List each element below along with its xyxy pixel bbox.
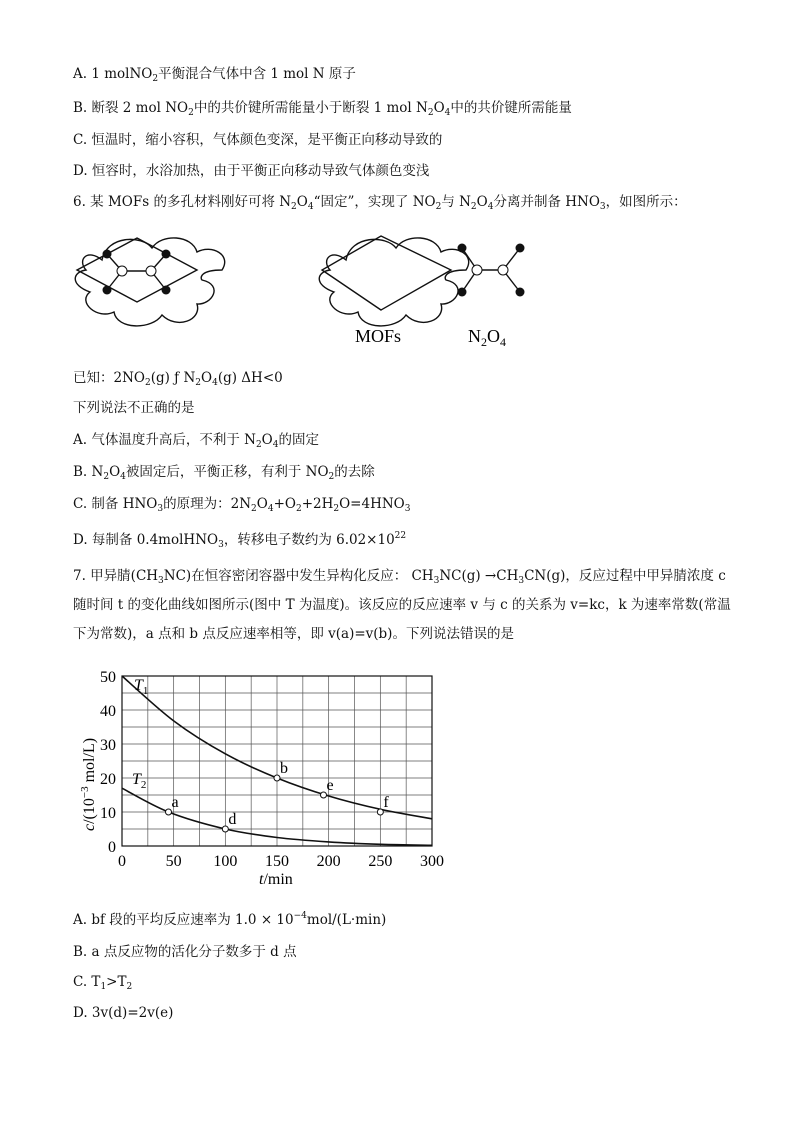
x-tick-label: 150: [265, 853, 289, 870]
mofs-label: MOFs: [355, 326, 402, 346]
cloud-outline-left: [75, 238, 224, 326]
q6-stem: 6. 某 MOFs 的多孔材料刚好可将 $N_2O_4“$固定”，实现了 $NO_2$与 $N_2O_4$分离并制备 $HNO_3$，如图所示：: [73, 194, 687, 212]
q5-option-a: A. 1 molNO$_2$平衡混合气体中含 1 mol N 原子: [73, 66, 356, 84]
point-label-d: d: [228, 811, 237, 828]
x-tick-label: 300: [420, 853, 444, 870]
x-axis-label: t/min: [259, 871, 293, 888]
q6-ask: 下列说法不正确的是: [73, 400, 195, 416]
empty-mof-diagram: [319, 236, 468, 326]
point-label-a: a: [171, 794, 179, 811]
x-tick-label: 100: [213, 853, 238, 870]
y-tick-label: 20: [100, 771, 116, 788]
mofs-figure: [72, 220, 532, 350]
diamond-left: [77, 238, 197, 302]
q7-option-b: B. a 点反应物的活化分子数多于 d 点: [73, 944, 297, 960]
point-label-f: f: [383, 794, 389, 811]
q5-option-c: C. 恒温时，缩小容积，气体颜色变深，是平衡正向移动导致的: [73, 132, 443, 148]
q5-option-d: D. 恒容时，水浴加热，由于平衡正向移动导致气体颜色变浅: [73, 163, 430, 179]
q6-option-d: D. 每制备 0.4molHNO$_3$，转移电子数约为 $6.02\times 10^{22}$: [73, 531, 407, 550]
x-tick-label: 200: [316, 853, 341, 870]
series-label-t1: $T_1$: [134, 677, 149, 697]
y-tick-label: 40: [100, 703, 116, 720]
q5-option-b: B. 断裂 2 mol $NO_2$中的共价键所需能量小于断裂 1 mol $N_2O_4$中的共价键所需能量: [73, 100, 572, 118]
point-label-b: b: [280, 760, 288, 777]
q6-known: 已知：$2NO_2(g)$ ƒ $N_2O_4(g)$ ΔH<0: [73, 370, 283, 388]
point-label-e: e: [326, 777, 334, 794]
y-tick-label: 0: [108, 839, 116, 856]
x-tick-label: 50: [165, 853, 182, 870]
n2o4-molecule: [458, 244, 525, 297]
diamond-right: [322, 236, 451, 310]
q7-option-d: D. 3v(d)=2v(e): [73, 1005, 174, 1021]
series-label-t2: $T_2$: [132, 771, 147, 792]
q7-stem: 7. 甲异腈$(CH_3NC)$在恒容密闭容器中发生异构化反应： $CH_3NC(g) \to CH_3CN(g)$，反应过程中甲异腈浓度 c 随时间 t 的变化曲线如图所示(图中 T 为温度)。该反应的反应速率 v 与 c 的关系为 v=kc，k 为速率常数(常温下为常数)，a 点和 b 点反应速率相等，即 v(a)=v(b)。下列说法错误的是: [73, 568, 731, 642]
q6-option-b: B. $N_2O_4$被固定后，平衡正移，有利于 $NO_2$的去除: [73, 464, 375, 482]
y-axis-label: $c/(10^{-3}$ mol/L): [79, 737, 98, 831]
y-tick-label: 50: [100, 669, 116, 686]
concentration-time-chart: [72, 666, 452, 891]
y-tick-label: 10: [100, 805, 116, 822]
q6-option-c: C. 制备 $HNO_3$的原理为：$2N_2O_4+O_2+2H_2O=4HNO_3$: [73, 496, 411, 514]
n2o4-atoms-left: [103, 250, 171, 295]
y-tick-label: 30: [100, 737, 116, 754]
cloud-outline-right: [319, 238, 468, 326]
q7-option-a: A. bf 段的平均反应速率为 $1.0 \times 10^{-4}mol/(L\cdot\min)$: [73, 911, 387, 928]
q7-option-c: C. $T_1>T_2$: [73, 974, 133, 992]
q6-option-a: A. 气体温度升高后，不利于 $N_2O_4$的固定: [73, 432, 319, 450]
x-tick-label: 0: [118, 853, 126, 870]
x-tick-label: 250: [368, 853, 393, 870]
n2o4-label: $N_2O_4$: [468, 326, 506, 349]
loaded-mof-diagram: [75, 238, 224, 326]
